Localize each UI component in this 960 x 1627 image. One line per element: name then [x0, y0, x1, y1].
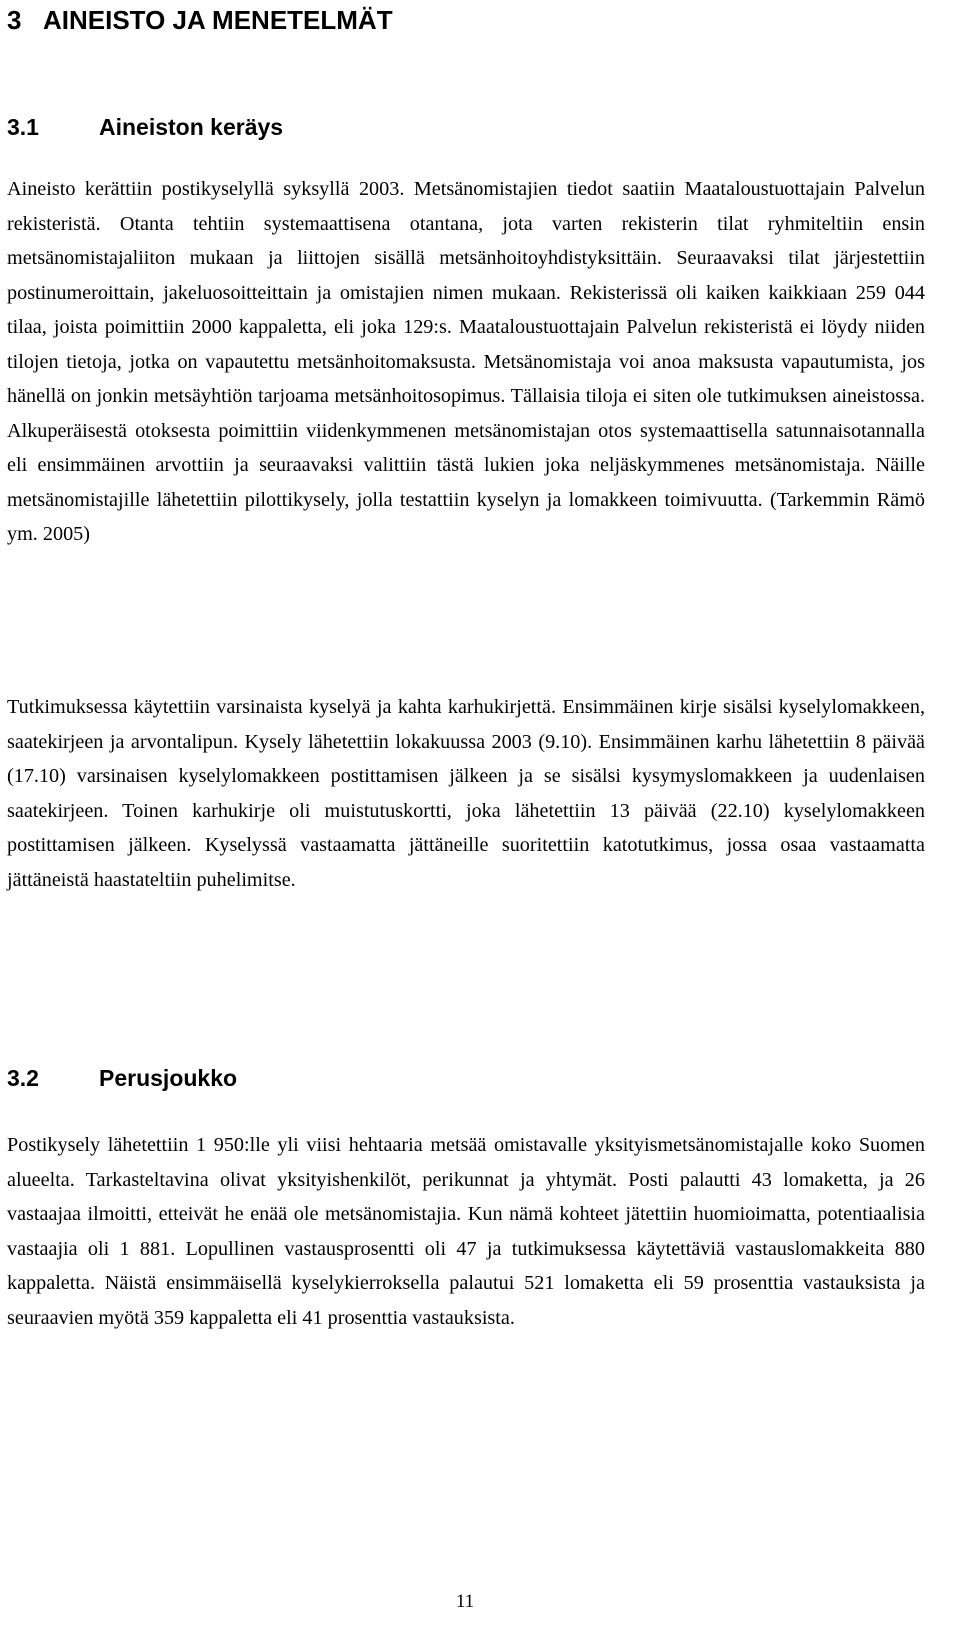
section-title: Perusjoukko [99, 1065, 238, 1091]
section-title: Aineiston keräys [99, 114, 284, 140]
chapter-heading [7, 4, 393, 36]
chapter-title: AINEISTO JA MENETELMÄT [43, 5, 393, 35]
section-number: 3.1 [7, 114, 39, 140]
section-heading-3-1 [7, 112, 283, 142]
paragraph-population: Postikysely lähetettiin 1 950:lle yli viisi hehtaaria metsää omistavalle yksityismetsänomistajalle koko Suomen alueelta. Tarkasteltavina olivat yksityishenkilöt, perikunnat ja yhtymät. Posti palautti 43 lomaketta, ja 26 vastaajaa ilmoitti, etteivät he enää ole metsänomistajia. Kun nämä kohteet jätettiin huomioimatta, potentiaalisia vastaajia oli 1 881. Lopullinen vastausprosentti oli 47 ja tutkimuksessa käytettäviä vastauslomakkeita 880 kappaletta. Näistä ensimmäisellä kyselykierroksella palautui 521 lomaketta eli 59 prosenttia vastauksista ja seuraavien myötä 359 kappaletta eli 41 prosenttia vastauksista. [7, 1134, 925, 1329]
section-heading-3-2 [7, 1063, 237, 1093]
page-number: 11 [455, 1591, 475, 1612]
paragraph-questionnaire-reminders: Tutkimuksessa käytettiin varsinaista kyselyä ja kahta karhukirjettä. Ensimmäinen kirje sisälsi kyselylomakkeen, saatekirjeen ja arvontalipun. Kysely lähetettiin lokakuussa 2003 (9.10). Ensimmäinen karhu lähetettiin 8 päivää (17.10) varsinaisen kyselylomakkeen postittamisen jälkeen ja se sisälsi kysymyslomakkeen ja uudenlaisen saatekirjeen. Toinen karhukirje oli muistutuskortti, joka lähetettiin 13 päivää (22.10) kyselylomakkeen postittamisen jälkeen. Kyselyssä vastaamatta jättäneille suoritettiin katotutkimus, jossa osaa vastaamatta jättäneistä haastateltiin puhelimitse. [7, 696, 925, 891]
paragraph-data-collection: Aineisto kerättiin postikyselyllä syksyllä 2003. Metsänomistajien tiedot saatiin Maataloustuottajain Palvelun rekisteristä. Otanta tehtiin systemaattisena otantana, jota varten rekisterin tilat ryhmiteltiin ensin metsänomistajaliiton mukaan ja liittojen sisällä metsänhoitoyhdistyksittäin. Seuraavaksi tilat järjestettiin postinumeroittain, jakeluosoitteittain ja omistajien nimen mukaan. Rekisterissä oli kaiken kaikkiaan 259 044 tilaa, joista poimittiin 2000 kappaletta, eli joka 129:s. Maataloustuottajain Palvelun rekisteristä ei löydy niiden tilojen tietoja, jotka on vapautettu metsänhoitomaksusta. Metsänomistaja voi anoa maksusta vapautumista, jos hänellä on jonkin metsäyhtiön tarjoama metsänhoitosopimus. Tällaisia tiloja ei siten ole tutkimuksen aineistossa. Alkuperäisestä otoksesta poimittiin viidenkymmenen metsänomistajan otos systemaattisella satunnaisotannalla eli ensimmäinen arvottiin ja seuraavaksi valittiin tästä lukien joka neljäskymmenes metsänomistaja. Näille metsänomistajille lähetettiin pilottikysely, jolla testattiin kyselyn ja lomakkeen toimivuutta. (Tarkemmin Rämö ym. 2005) [7, 178, 925, 545]
chapter-number: 3 [7, 5, 22, 35]
section-number: 3.2 [7, 1065, 39, 1091]
